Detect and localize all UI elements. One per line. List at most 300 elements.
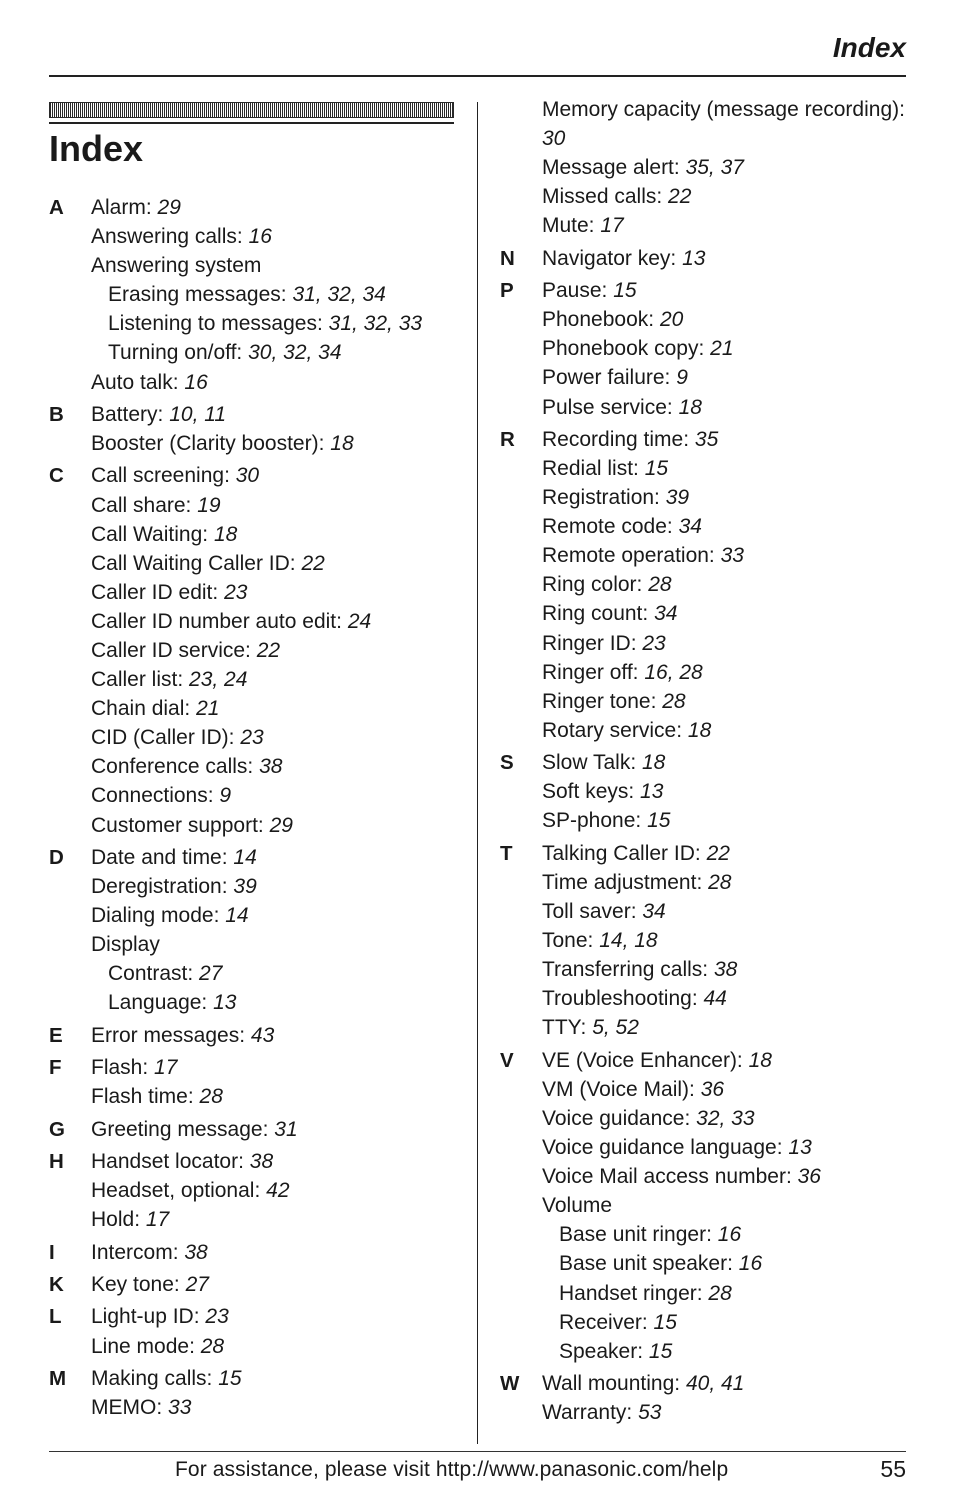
index-page-refs: 14 [225, 904, 249, 928]
index-letter: V [500, 1048, 514, 1072]
index-term: Base unit speaker: [559, 1252, 733, 1276]
index-entry [542, 1133, 920, 1162]
index-page-refs: 16 [248, 225, 272, 249]
index-page-refs: 16 [717, 1223, 742, 1247]
index-term: Registration: [542, 486, 660, 510]
index-entry [91, 694, 469, 723]
index-entry [91, 723, 469, 752]
index-page-refs: 36 [797, 1165, 821, 1189]
index-page-refs: 9 [219, 784, 232, 808]
index-entries [91, 1238, 469, 1267]
index-page-refs: 16, 28 [644, 660, 703, 684]
index-entry [91, 1238, 469, 1267]
index-term: Headset, optional: [91, 1179, 261, 1203]
index-entry [91, 1393, 469, 1422]
index-entry [542, 599, 920, 628]
index-entry [91, 811, 469, 840]
index-entries [91, 843, 469, 1018]
index-letter-group [49, 1115, 469, 1144]
index-entry [91, 461, 469, 490]
index-letter-group [49, 843, 469, 1018]
index-term: Contrast: [108, 962, 194, 986]
index-entry [542, 1398, 920, 1427]
index-entry [542, 541, 920, 570]
index-entry [542, 393, 920, 422]
index-letter: P [500, 279, 514, 303]
index-page-refs: 43 [250, 1023, 275, 1047]
index-term: Deregistration: [91, 875, 228, 899]
index-letter-group [500, 1369, 920, 1427]
index-page-refs: 13 [640, 780, 664, 804]
index-term: Language: [108, 991, 208, 1015]
index-page-refs: 21 [710, 337, 734, 361]
index-term: Ring color: [542, 573, 643, 597]
index-entries [542, 748, 920, 835]
index-term: Answering calls: [91, 225, 243, 249]
index-page-refs: 40, 41 [685, 1372, 745, 1396]
index-entry [91, 752, 469, 781]
index-entries [91, 1302, 469, 1360]
index-letter: L [49, 1305, 62, 1329]
index-entry [91, 872, 469, 901]
index-term: Call screening: [91, 464, 230, 488]
index-page-refs: 28 [708, 870, 732, 894]
index-letter-group [500, 1046, 920, 1366]
index-entry [91, 843, 469, 872]
index-entry [542, 305, 920, 334]
index-entry [542, 926, 920, 955]
index-entry [542, 1075, 920, 1104]
index-letter-group [500, 95, 920, 240]
index-entry [542, 153, 920, 182]
index-term: Caller list: [91, 668, 184, 692]
index-page-refs: 36 [700, 1077, 725, 1101]
index-term: Handset locator: [91, 1150, 244, 1174]
index-entry [91, 549, 469, 578]
index-letter: T [500, 841, 513, 865]
index-page-refs: 23 [224, 580, 248, 604]
index-page-refs: 31, 32, 33 [328, 312, 423, 336]
index-term: Conference calls: [91, 755, 254, 779]
index-term: Voice guidance: [542, 1106, 691, 1130]
index-page-refs: 16 [184, 370, 208, 394]
index-entry [91, 368, 469, 397]
index-page-refs: 38 [713, 958, 738, 982]
index-term: Phonebook: [542, 308, 655, 332]
index-term: Mute: [542, 214, 595, 238]
index-letter-group [49, 400, 469, 458]
index-entry [542, 1191, 920, 1220]
index-page-refs: 42 [266, 1179, 290, 1203]
index-term: Erasing messages: [108, 283, 287, 307]
index-page-refs: 21 [196, 697, 220, 721]
index-term: Listening to messages: [108, 312, 323, 336]
index-term: Soft keys: [542, 780, 635, 804]
index-entries [542, 1369, 920, 1427]
running-header-title: Index [832, 32, 906, 63]
index-entry [542, 868, 920, 897]
index-entries [91, 461, 469, 839]
index-entry [91, 607, 469, 636]
index-term: Phonebook copy: [542, 337, 705, 361]
index-entry [542, 276, 920, 305]
index-page-refs: 5, 52 [592, 1016, 639, 1040]
index-page-refs: 32, 33 [696, 1106, 755, 1130]
index-entry [542, 512, 920, 541]
index-entry [542, 748, 920, 777]
index-page-refs: 17 [600, 214, 624, 238]
index-term: Battery: [91, 402, 164, 426]
index-term: Key tone: [91, 1273, 180, 1297]
index-letter-group [49, 1302, 469, 1360]
index-term: Redial list: [542, 457, 639, 481]
index-term: Call share: [91, 493, 192, 517]
index-page-refs: 29 [157, 196, 181, 219]
index-page-refs: 30 [235, 464, 260, 488]
index-letter: H [49, 1150, 64, 1174]
index-letter: F [49, 1056, 62, 1080]
index-entry [91, 1205, 469, 1234]
index-page-refs: 38 [249, 1150, 274, 1174]
index-page-refs: 15 [644, 457, 669, 481]
index-letter: W [500, 1372, 520, 1396]
index-term: Handset ringer: [559, 1281, 703, 1305]
index-page-refs: 28 [708, 1281, 732, 1305]
index-letter: S [500, 751, 514, 775]
index-term: Remote operation: [542, 544, 715, 568]
index-term: Tone: [542, 929, 594, 953]
index-term: Intercom: [91, 1240, 179, 1264]
index-letter-group [49, 1364, 469, 1422]
index-term: Receiver: [559, 1310, 648, 1334]
index-term: Slow Talk: [542, 751, 637, 775]
index-term: VM (Voice Mail): [542, 1077, 695, 1101]
page-number: 55 [880, 1456, 906, 1482]
footer-divider [49, 1451, 906, 1452]
index-letter: C [49, 464, 64, 488]
index-page-refs: 15 [613, 279, 637, 303]
index-page-refs: 13 [788, 1136, 812, 1160]
index-page-refs: 53 [638, 1401, 662, 1425]
index-entry [91, 222, 469, 251]
index-letter-group [500, 425, 920, 745]
index-term: Error messages: [91, 1023, 246, 1047]
index-letter-group [49, 461, 469, 839]
index-term: Pulse service: [542, 395, 673, 419]
index-page-refs: 14 [233, 845, 257, 869]
index-page-refs: 18 [687, 718, 712, 742]
index-page-refs: 23 [240, 726, 264, 750]
index-entry [542, 1369, 920, 1398]
index-entries [542, 95, 920, 240]
index-page-refs: 9 [676, 366, 688, 390]
index-page-refs: 18 [330, 432, 354, 456]
index-letter-group [49, 1053, 469, 1111]
index-subentry [91, 280, 469, 309]
index-term: Turning on/off: [108, 341, 243, 365]
index-page-refs: 23, 24 [189, 668, 248, 692]
index-subentry [542, 1279, 920, 1308]
index-letter-group [500, 276, 920, 421]
index-term: Time adjustment: [542, 870, 703, 894]
index-term: Speaker: [559, 1339, 644, 1363]
index-letter: K [49, 1273, 64, 1297]
index-entry [542, 716, 920, 745]
index-entry [542, 211, 920, 240]
index-entry [91, 578, 469, 607]
index-entry [542, 955, 920, 984]
index-entry [542, 1162, 920, 1191]
index-page-refs: 27 [199, 962, 223, 986]
index-entry [542, 897, 920, 926]
index-term: SP-phone: [542, 809, 642, 833]
index-entry [542, 806, 920, 835]
index-entry [542, 182, 920, 211]
index-letter-group [500, 244, 920, 273]
index-entries [91, 1364, 469, 1422]
index-term: Hold: [91, 1208, 141, 1232]
index-term: Pause: [542, 279, 608, 303]
index-page-refs: 28 [200, 1334, 225, 1358]
index-term: Ringer off: [542, 660, 639, 684]
index-page-refs: 13 [682, 246, 706, 270]
index-entry [91, 400, 469, 429]
index-term: Message alert: [542, 156, 680, 180]
index-page-refs: 44 [703, 987, 727, 1011]
index-subentry [542, 1308, 920, 1337]
index-entry [91, 1270, 469, 1299]
index-entry [91, 1176, 469, 1205]
index-page-refs: 18 [642, 751, 666, 775]
index-entry [542, 570, 920, 599]
index-subentry [542, 1337, 920, 1366]
index-entry [91, 1115, 469, 1144]
index-entries [542, 244, 920, 273]
index-entries [91, 1115, 469, 1144]
section-hatch-bar [49, 102, 454, 118]
index-subentry [542, 1220, 920, 1249]
index-entry [91, 1053, 469, 1082]
index-page-refs: 28 [199, 1085, 223, 1109]
index-term: Alarm: [91, 196, 152, 219]
index-term: Making calls: [91, 1366, 213, 1390]
index-page-refs: 28 [648, 573, 672, 597]
index-term: Flash time: [91, 1085, 194, 1109]
header-divider [49, 75, 906, 77]
index-page-refs: 22 [668, 185, 692, 209]
index-page-refs: 27 [185, 1273, 209, 1297]
index-subentry [91, 309, 469, 338]
index-entry [91, 781, 469, 810]
index-term: Line mode: [91, 1334, 195, 1358]
index-term: Volume [542, 1194, 613, 1218]
index-term: Missed calls: [542, 185, 663, 209]
index-term: VE (Voice Enhancer): [542, 1048, 743, 1072]
index-page-refs: 34 [654, 602, 678, 626]
index-page-refs: 30 [542, 127, 566, 151]
index-entry [91, 1332, 469, 1361]
index-entries [91, 1147, 469, 1234]
index-entry [542, 839, 920, 868]
index-term: Ringer ID: [542, 631, 637, 655]
index-page-refs: 15 [653, 1310, 677, 1334]
index-term: Troubleshooting: [542, 987, 698, 1011]
index-letter-group [49, 1147, 469, 1234]
index-entries [542, 1046, 920, 1366]
index-term: Display [91, 933, 160, 957]
index-term: Voice guidance language: [542, 1136, 783, 1160]
index-entry [91, 1364, 469, 1393]
index-term: Chain dial: [91, 697, 191, 721]
index-entry [542, 1013, 920, 1042]
index-page-refs: 15 [218, 1366, 242, 1390]
index-entries [91, 400, 469, 458]
index-page-refs: 18 [748, 1048, 772, 1072]
index-page-refs: 35, 37 [685, 156, 744, 180]
index-letter-group [49, 1270, 469, 1299]
index-term: Booster (Clarity booster): [91, 432, 325, 456]
index-entry [91, 930, 469, 959]
index-letter: B [49, 402, 64, 426]
index-column-right [500, 95, 920, 1431]
index-letter: I [49, 1240, 55, 1264]
index-term: CID (Caller ID): [91, 726, 235, 750]
index-page-refs: 15 [648, 1339, 673, 1363]
page-title: Index [49, 128, 144, 169]
index-entry [91, 1082, 469, 1111]
index-entry [542, 334, 920, 363]
index-term: TTY: [542, 1016, 587, 1040]
index-term: Recording time: [542, 427, 690, 451]
index-letter-group [500, 839, 920, 1043]
index-letter: D [49, 845, 64, 869]
index-page-refs: 16 [738, 1252, 763, 1276]
index-entry [91, 429, 469, 458]
index-term: Ring count: [542, 602, 649, 626]
index-letter: R [500, 427, 515, 451]
index-entries [542, 839, 920, 1043]
index-term: Call Waiting: [91, 522, 209, 546]
index-page-refs: 22 [706, 841, 730, 865]
footer-assistance-text: For assistance, please visit http://www.panasonic.com/help [175, 1458, 729, 1481]
index-entry [91, 901, 469, 930]
index-term: Power failure: [542, 366, 671, 390]
index-subentry [91, 959, 469, 988]
index-letter-group [49, 193, 469, 397]
index-entries [91, 193, 469, 397]
index-entry [542, 454, 920, 483]
index-entries [542, 276, 920, 421]
index-page-refs: 33 [720, 544, 744, 568]
index-page-refs: 38 [184, 1240, 208, 1264]
index-entry [91, 636, 469, 665]
index-entry [542, 425, 920, 454]
index-page-refs: 39 [233, 875, 257, 899]
index-page-refs: 33 [168, 1396, 192, 1420]
index-entry [542, 1046, 920, 1075]
index-letter-group [49, 1021, 469, 1050]
section-title-rule [49, 122, 454, 124]
index-term: Call Waiting Caller ID: [91, 551, 296, 575]
index-entry [542, 363, 920, 392]
index-page-refs: 29 [269, 813, 293, 837]
index-page-refs: 34 [678, 515, 702, 539]
index-entry [542, 687, 920, 716]
index-entry [91, 1302, 469, 1331]
index-term: Date and time: [91, 845, 228, 869]
index-term: Navigator key: [542, 246, 677, 270]
index-term: Caller ID edit: [91, 580, 219, 604]
index-letter [500, 95, 542, 240]
index-term: Dialing mode: [91, 904, 220, 928]
index-entry [542, 658, 920, 687]
index-letter: E [49, 1023, 63, 1047]
index-subentry [542, 1249, 920, 1278]
index-page-refs: 28 [662, 689, 686, 713]
index-page-refs: 18 [213, 522, 238, 546]
index-letter: G [49, 1117, 65, 1141]
index-entry [542, 483, 920, 512]
index-page-refs: 19 [197, 493, 221, 517]
index-term: Customer support: [91, 813, 264, 837]
index-page-refs: 31 [274, 1117, 298, 1141]
index-page-refs: 39 [665, 486, 690, 510]
index-column-left [49, 193, 469, 1425]
index-page-refs: 17 [154, 1056, 178, 1080]
index-entry [542, 984, 920, 1013]
index-page-refs: 14, 18 [599, 929, 658, 953]
index-term: Flash: [91, 1056, 149, 1080]
index-letter: N [500, 246, 515, 270]
index-page-refs: 23 [642, 631, 666, 655]
index-entry [91, 1147, 469, 1176]
index-page-refs: 24 [347, 609, 372, 633]
index-page-refs: 38 [259, 755, 283, 779]
index-entry [91, 491, 469, 520]
index-page-refs: 22 [256, 639, 281, 662]
index-term: Answering system [91, 254, 262, 278]
index-term: Talking Caller ID: [542, 841, 701, 865]
index-entries [91, 1021, 469, 1050]
index-term: Rotary service: [542, 718, 683, 742]
index-term: Light-up ID: [91, 1305, 200, 1329]
index-entry [91, 665, 469, 694]
index-term: MEMO: [91, 1396, 163, 1420]
index-page-refs: 15 [647, 809, 671, 833]
index-page-refs: 13 [213, 991, 237, 1015]
index-entry [542, 1104, 920, 1133]
index-term: Warranty: [542, 1401, 633, 1425]
index-page-refs: 18 [678, 395, 702, 419]
index-term: Memory capacity (message recording): [542, 98, 905, 121]
index-page-refs: 30, 32, 34 [248, 341, 342, 365]
index-term: Transferring calls: [542, 958, 709, 982]
index-page-refs: 35 [694, 427, 719, 451]
index-entry [91, 520, 469, 549]
index-term: Base unit ringer: [559, 1223, 712, 1247]
index-entry [542, 95, 920, 153]
column-divider [477, 102, 478, 1444]
index-entry [91, 1021, 469, 1050]
index-entry [542, 244, 920, 273]
index-entry [542, 777, 920, 806]
index-term: Caller ID service: [91, 639, 251, 662]
index-entries [91, 1270, 469, 1299]
index-entries [542, 425, 920, 745]
index-subentry [91, 338, 469, 367]
index-term: Ringer tone: [542, 689, 657, 713]
index-letter-group [49, 1238, 469, 1267]
